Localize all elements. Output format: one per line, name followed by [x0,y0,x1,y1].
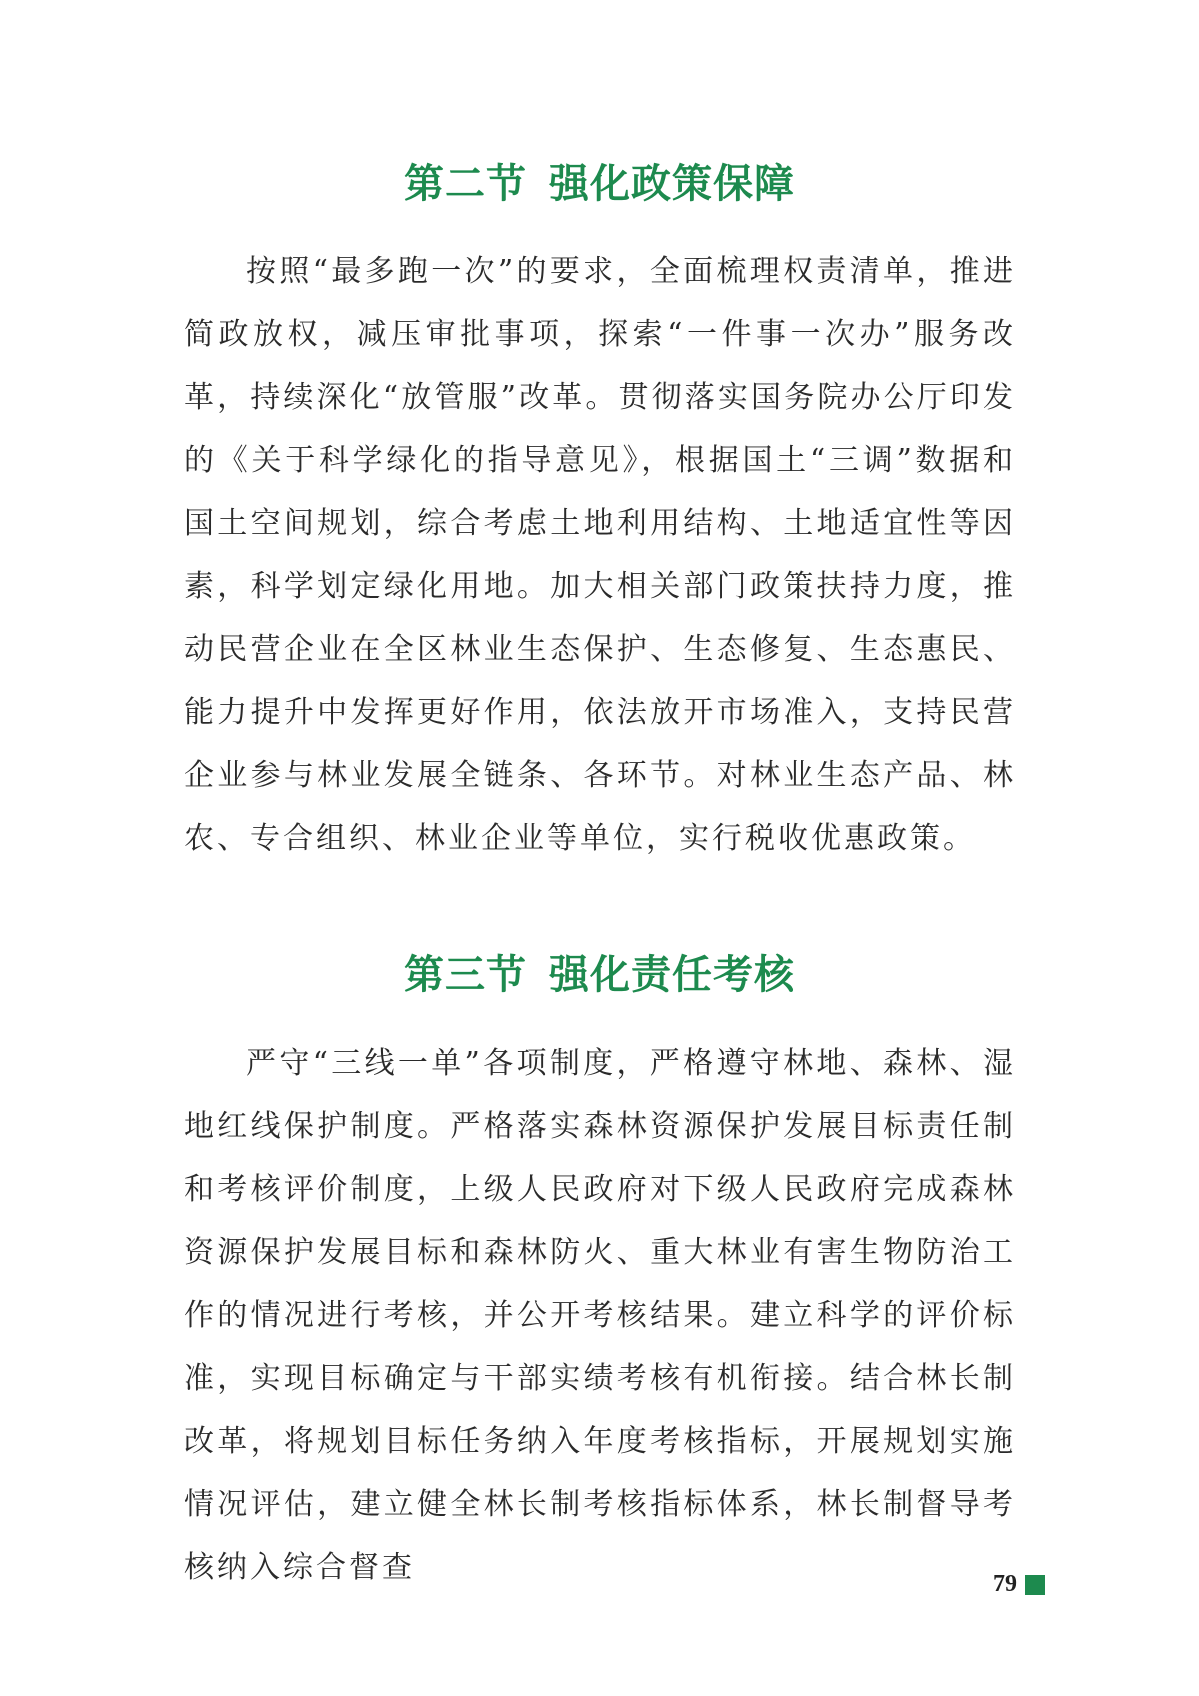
section-number: 第三节 [404,952,527,998]
page-footer [993,1571,1045,1598]
page-number: 79 [993,1571,1017,1597]
section-heading-3 [0,943,1199,1000]
section-title: 强化政策保障 [549,161,795,207]
section-body-paragraph: 严守“三线一单”各项制度，严格遵守林地、森林、湿地红线保护制度。严格落实森林资源保护发展目标责任制和考核评价制度，上级人民政府对下级人民政府完成森林资源保护发展目标和森林防火、重大林业有害生物防治工作的情况进行考核，并公开考核结果。建立科学的评价标准，实现目标确定与干部实绩考核有机衔接。结合林长制改革，将规划目标任务纳入年度考核指标，开展规划实施情况评估，建立健全林长制考核指标体系，林长制督导考核纳入综合督查 [184,1046,1016,1585]
page-marker-square [1025,1575,1045,1595]
section-number: 第二节 [404,161,527,207]
section-title: 强化责任考核 [549,952,795,998]
section-heading-2 [0,152,1199,209]
section-body-paragraph: 按照“最多跑一次”的要求，全面梳理权责清单，推进简政放权，减压审批事项，探索“一件事一次办”服务改革，持续深化“放管服”改革。贯彻落实国务院办公厅印发的《关于科学绿化的指导意见》，根据国土“三调”数据和国土空间规划，综合考虑土地利用结构、土地适宜性等因素，科学划定绿化用地。加大相关部门政策扶持力度，推动民营企业在全区林业生态保护、生态修复、生态惠民、能力提升中发挥更好作用，依法放开市场准入，支持民营企业参与林业发展全链条、各环节。对林业生态产品、林农、专合组织、林业企业等单位，实行税收优惠政策。 [184,254,1016,856]
